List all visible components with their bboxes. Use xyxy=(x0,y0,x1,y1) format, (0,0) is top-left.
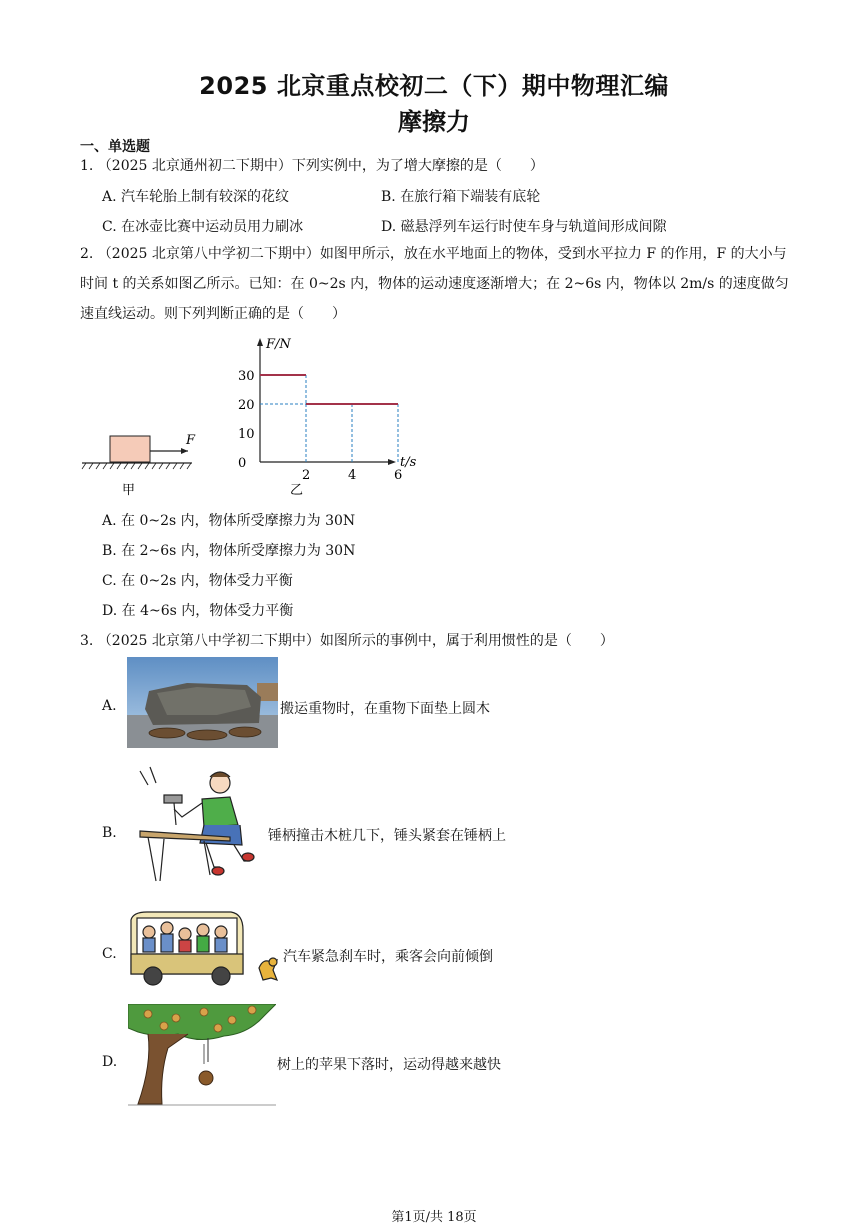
question-3-option-b-text: 锤柄撞击木桩几下，锤头紧套在锤柄上 xyxy=(268,828,506,844)
page-title: 2025 北京重点校初二（下）期中物理汇编 xyxy=(199,72,669,100)
question-2-option-d: D. 在 4~6s 内，物体受力平衡 xyxy=(102,603,294,619)
question-3-option-c-letter: C. xyxy=(102,946,117,962)
question-1-option-d: D. 磁悬浮列车运行时使车身与轨道间形成间隙 xyxy=(381,219,667,235)
question-1-stem: 1. （2025 北京通州初二下期中）下列实例中，为了增大摩擦的是（ ） xyxy=(80,158,544,174)
x-tick-label: 2 xyxy=(302,468,311,483)
section-heading: 一、单选题 xyxy=(80,139,150,155)
page-footer: 第1页/共 18页 xyxy=(391,1210,477,1225)
force-label: F xyxy=(186,433,196,448)
page-subtitle: 摩擦力 xyxy=(398,108,470,136)
question-2-option-b: B. 在 2~6s 内，物体所受摩擦力为 30N xyxy=(102,543,356,559)
question-2-option-c: C. 在 0~2s 内，物体受力平衡 xyxy=(102,573,293,589)
x-axis-arrow xyxy=(388,459,396,465)
question-3-option-c-text: 汽车紧急刹车时，乘客会向前倾倒 xyxy=(283,949,493,965)
label-jia: 甲 xyxy=(122,483,136,498)
question-3-stem: 3. （2025 北京第八中学初二下期中）如图所示的事例中，属于利用惯性的是（ ） xyxy=(80,633,614,649)
ground-hatching xyxy=(82,463,191,469)
question-1-option-b: B. 在旅行箱下端装有底轮 xyxy=(381,189,541,205)
stone-on-logs-image xyxy=(127,657,278,748)
question-3-option-a-letter: A. xyxy=(102,698,117,714)
bus-passengers-image xyxy=(127,910,282,992)
y-tick-label: 30 xyxy=(238,369,255,384)
y-axis-label: F/N xyxy=(266,337,291,352)
label-yi: 乙 xyxy=(290,483,304,498)
apple-tree-image xyxy=(128,1004,276,1108)
question-3-option-a-text: 搬运重物时，在重物下面垫上圆木 xyxy=(280,701,490,717)
question-2-stem: 2. （2025 北京第八中学初二下期中）如图甲所示，放在水平地面上的物体，受到水平拉力 F 的作用，F 的大小与时间 t 的关系如图乙所示。已知：在 0~2s 内，物体的运动速度逐渐增大；在 2~6s 内，物体以 2m/s 的速度做匀速直线运动。则下列判断正确的是（ ） xyxy=(80,246,789,322)
x-tick-label: 6 xyxy=(394,468,403,483)
question-3-option-d-letter: D. xyxy=(102,1054,118,1070)
man-hammering-image xyxy=(134,765,259,885)
y-axis-arrow xyxy=(257,338,263,346)
y-tick-label: 0 xyxy=(238,456,247,471)
y-tick-label: 10 xyxy=(238,427,255,442)
question-1-option-a: A. 汽车轮胎上制有较深的花纹 xyxy=(102,189,290,205)
figure-yi-chart xyxy=(220,332,420,502)
x-axis-label: t/s xyxy=(400,455,417,470)
question-3-option-b-letter: B. xyxy=(102,825,117,841)
x-tick-label: 4 xyxy=(348,468,357,483)
y-tick-label: 20 xyxy=(238,398,255,413)
question-3-option-d-text: 树上的苹果下落时，运动得越来越快 xyxy=(277,1057,501,1073)
figure-jia xyxy=(80,420,210,500)
block-object xyxy=(110,436,150,462)
force-arrowhead xyxy=(181,448,188,454)
question-2-option-a: A. 在 0~2s 内，物体所受摩擦力为 30N xyxy=(102,513,356,529)
question-1-option-c: C. 在冰壶比赛中运动员用力刷冰 xyxy=(102,219,304,235)
